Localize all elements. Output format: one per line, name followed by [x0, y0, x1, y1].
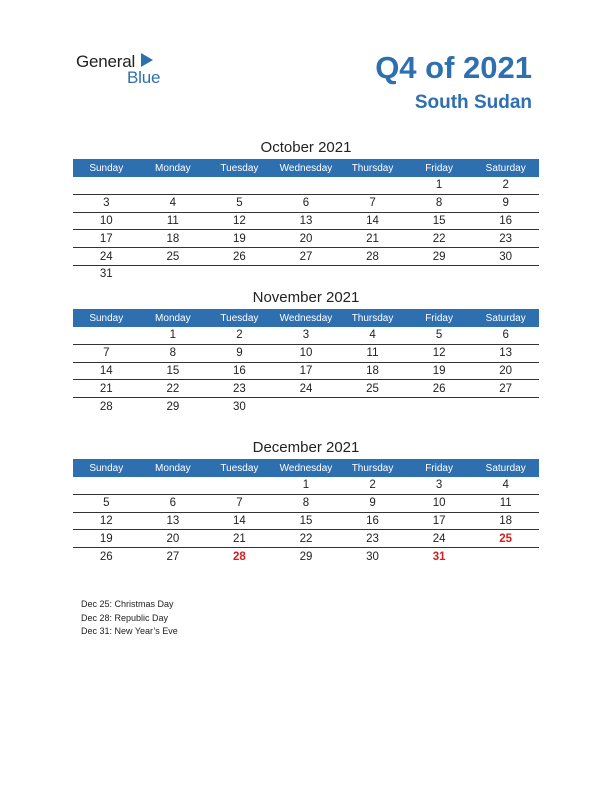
- day-cell: 12: [406, 344, 473, 362]
- day-cell: 25: [140, 248, 207, 266]
- day-cell: 21: [73, 380, 140, 398]
- day-cell: 27: [273, 248, 340, 266]
- day-cell: 1: [406, 177, 473, 194]
- week-row: [73, 548, 539, 565]
- logo-text-blue: Blue: [127, 68, 161, 87]
- day-cell: 13: [273, 212, 340, 230]
- day-cell: 1: [273, 477, 340, 494]
- weekday-header: Sunday: [73, 459, 140, 477]
- day-cell: 28: [339, 248, 406, 266]
- day-cell: [206, 177, 273, 194]
- day-cell: 5: [406, 327, 473, 344]
- week-row: [73, 177, 539, 194]
- weekday-header: Tuesday: [206, 309, 273, 327]
- week-row: [73, 362, 539, 380]
- day-cell: 9: [339, 494, 406, 512]
- day-cell: [339, 177, 406, 194]
- page-subtitle: South Sudan: [414, 92, 532, 113]
- day-cell: 9: [206, 344, 273, 362]
- day-cell: 24: [73, 248, 140, 266]
- day-cell: [339, 398, 406, 415]
- week-row: [73, 194, 539, 212]
- day-cell: [73, 327, 140, 344]
- day-cell: [73, 177, 140, 194]
- calendar-table: [73, 159, 539, 283]
- day-cell: [406, 265, 473, 282]
- day-cell: 9: [472, 194, 539, 212]
- day-cell: 8: [140, 344, 207, 362]
- logo-flag-icon: [141, 53, 153, 67]
- day-cell: 12: [73, 512, 140, 530]
- page-title: Q4 of 2021: [375, 50, 532, 85]
- day-cell: 25: [339, 380, 406, 398]
- day-cell: 2: [472, 177, 539, 194]
- day-cell: 28: [99, 400, 113, 413]
- weekday-header: Monday: [140, 159, 207, 177]
- weekday-header: Monday: [140, 309, 207, 327]
- weekday-header: Thursday: [339, 159, 406, 177]
- day-cell: 2: [206, 327, 273, 344]
- week-row: [73, 344, 539, 362]
- day-cell: [206, 265, 273, 282]
- day-cell: 28: [233, 550, 246, 563]
- week-row: [73, 530, 539, 548]
- day-cell: 17: [273, 362, 340, 380]
- day-cell: [472, 265, 539, 282]
- month-title: October 2021: [260, 139, 352, 156]
- day-cell: 18: [472, 512, 539, 530]
- day-cell: [140, 477, 207, 494]
- month-december: [73, 437, 539, 565]
- day-cell: 16: [472, 212, 539, 230]
- day-cell: 4: [140, 194, 207, 212]
- logo: [76, 52, 186, 92]
- day-cell: 6: [472, 327, 539, 344]
- day-cell: [206, 477, 273, 494]
- calendar-table: [73, 309, 539, 415]
- month-october: [73, 137, 539, 283]
- day-cell: 10: [73, 212, 140, 230]
- day-cell: 22: [140, 380, 207, 398]
- day-cell: 20: [140, 530, 207, 548]
- day-cell: 17: [73, 230, 140, 248]
- day-cell: 30: [366, 550, 379, 563]
- day-cell: 21: [206, 530, 273, 548]
- day-cell: 25: [472, 530, 539, 548]
- month-november: [73, 287, 539, 415]
- day-cell: 2: [339, 477, 406, 494]
- weekday-header: Wednesday: [273, 459, 340, 477]
- day-cell: 4: [339, 327, 406, 344]
- day-cell: 7: [206, 494, 273, 512]
- day-cell: 14: [339, 212, 406, 230]
- day-cell: [273, 265, 340, 282]
- day-cell: 11: [140, 212, 207, 230]
- day-cell: 27: [472, 380, 539, 398]
- day-cell: 12: [206, 212, 273, 230]
- day-cell: 18: [339, 362, 406, 380]
- month-title: December 2021: [252, 439, 360, 456]
- weekday-header: Sunday: [73, 159, 140, 177]
- day-cell: 10: [406, 494, 473, 512]
- week-row: [73, 398, 539, 415]
- weekday-header: Monday: [140, 459, 207, 477]
- week-row: [73, 248, 539, 266]
- weekday-header: Thursday: [339, 309, 406, 327]
- week-row: [73, 477, 539, 494]
- day-cell: 19: [73, 530, 140, 548]
- day-cell: 24: [273, 380, 340, 398]
- day-cell: 17: [406, 512, 473, 530]
- holiday-note: Dec 28: Republic Day: [81, 612, 169, 623]
- day-cell: 22: [273, 530, 340, 548]
- day-cell: 31: [432, 550, 446, 563]
- day-cell: 11: [339, 344, 406, 362]
- day-cell: 26: [406, 380, 473, 398]
- day-cell: 27: [166, 550, 180, 563]
- day-cell: 13: [472, 344, 539, 362]
- day-cell: 23: [472, 230, 539, 248]
- holiday-note: Dec 31: New Year’s Eve: [81, 626, 178, 636]
- day-cell: 29: [166, 400, 180, 413]
- day-cell: 13: [140, 512, 207, 530]
- day-cell: 15: [406, 212, 473, 230]
- day-cell: 18: [140, 230, 207, 248]
- day-cell: 26: [99, 550, 113, 563]
- weekday-header: Wednesday: [273, 159, 340, 177]
- weekday-header: Thursday: [339, 459, 406, 477]
- weekday-header-row: [73, 459, 539, 477]
- day-cell: [273, 398, 340, 415]
- day-cell: 1: [140, 327, 207, 344]
- weekday-header: Friday: [406, 309, 473, 327]
- day-cell: 14: [73, 362, 140, 380]
- day-cell: 5: [73, 494, 140, 512]
- day-cell: [140, 265, 207, 282]
- holiday-notes: [81, 598, 178, 639]
- day-cell: [140, 177, 207, 194]
- weekday-header-row: [73, 159, 539, 177]
- day-cell: 6: [273, 194, 340, 212]
- day-cell: [73, 477, 140, 494]
- day-cell: 11: [472, 494, 539, 512]
- day-cell: 6: [140, 494, 207, 512]
- day-cell: 7: [73, 344, 140, 362]
- day-cell: 29: [299, 550, 313, 563]
- weekday-header: Friday: [406, 459, 473, 477]
- day-cell: 24: [406, 530, 473, 548]
- weekday-header-row: [73, 309, 539, 327]
- day-cell: 8: [273, 494, 340, 512]
- week-row: [73, 230, 539, 248]
- day-cell: 3: [73, 194, 140, 212]
- month-title: November 2021: [252, 289, 360, 306]
- weekday-header: Saturday: [472, 159, 539, 177]
- week-row: [73, 380, 539, 398]
- day-cell: 7: [339, 194, 406, 212]
- week-row: [73, 212, 539, 230]
- day-cell: 19: [206, 230, 273, 248]
- day-cell: 23: [206, 380, 273, 398]
- day-cell: 29: [406, 248, 473, 266]
- weekday-header: Tuesday: [206, 159, 273, 177]
- calendar-table: [73, 459, 539, 565]
- weekday-header: Wednesday: [273, 309, 340, 327]
- day-cell: 30: [472, 248, 539, 266]
- day-cell: 22: [406, 230, 473, 248]
- week-row: [73, 494, 539, 512]
- day-cell: 21: [339, 230, 406, 248]
- day-cell: 31: [99, 268, 113, 281]
- week-row: [73, 512, 539, 530]
- day-cell: 16: [339, 512, 406, 530]
- day-cell: 15: [273, 512, 340, 530]
- day-cell: 20: [472, 362, 539, 380]
- holiday-note: Dec 25: Christmas Day: [81, 599, 174, 609]
- day-cell: 30: [233, 400, 246, 413]
- day-cell: [472, 548, 539, 565]
- day-cell: 3: [273, 327, 340, 344]
- day-cell: [339, 265, 406, 282]
- day-cell: 4: [472, 477, 539, 494]
- day-cell: 8: [406, 194, 473, 212]
- weekday-header: Sunday: [73, 309, 140, 327]
- weekday-header: Saturday: [472, 309, 539, 327]
- day-cell: 23: [339, 530, 406, 548]
- day-cell: 14: [206, 512, 273, 530]
- day-cell: 20: [273, 230, 340, 248]
- day-cell: 10: [273, 344, 340, 362]
- weekday-header: Friday: [406, 159, 473, 177]
- day-cell: [406, 398, 473, 415]
- day-cell: 16: [206, 362, 273, 380]
- week-row: [73, 327, 539, 344]
- week-row: [73, 265, 539, 282]
- logo-text-general: General: [76, 52, 136, 71]
- day-cell: 26: [206, 248, 273, 266]
- day-cell: 3: [406, 477, 473, 494]
- day-cell: [273, 177, 340, 194]
- day-cell: 5: [206, 194, 273, 212]
- day-cell: [472, 398, 539, 415]
- weekday-header: Saturday: [472, 459, 539, 477]
- weekday-header: Tuesday: [206, 459, 273, 477]
- day-cell: 15: [140, 362, 207, 380]
- day-cell: 19: [406, 362, 473, 380]
